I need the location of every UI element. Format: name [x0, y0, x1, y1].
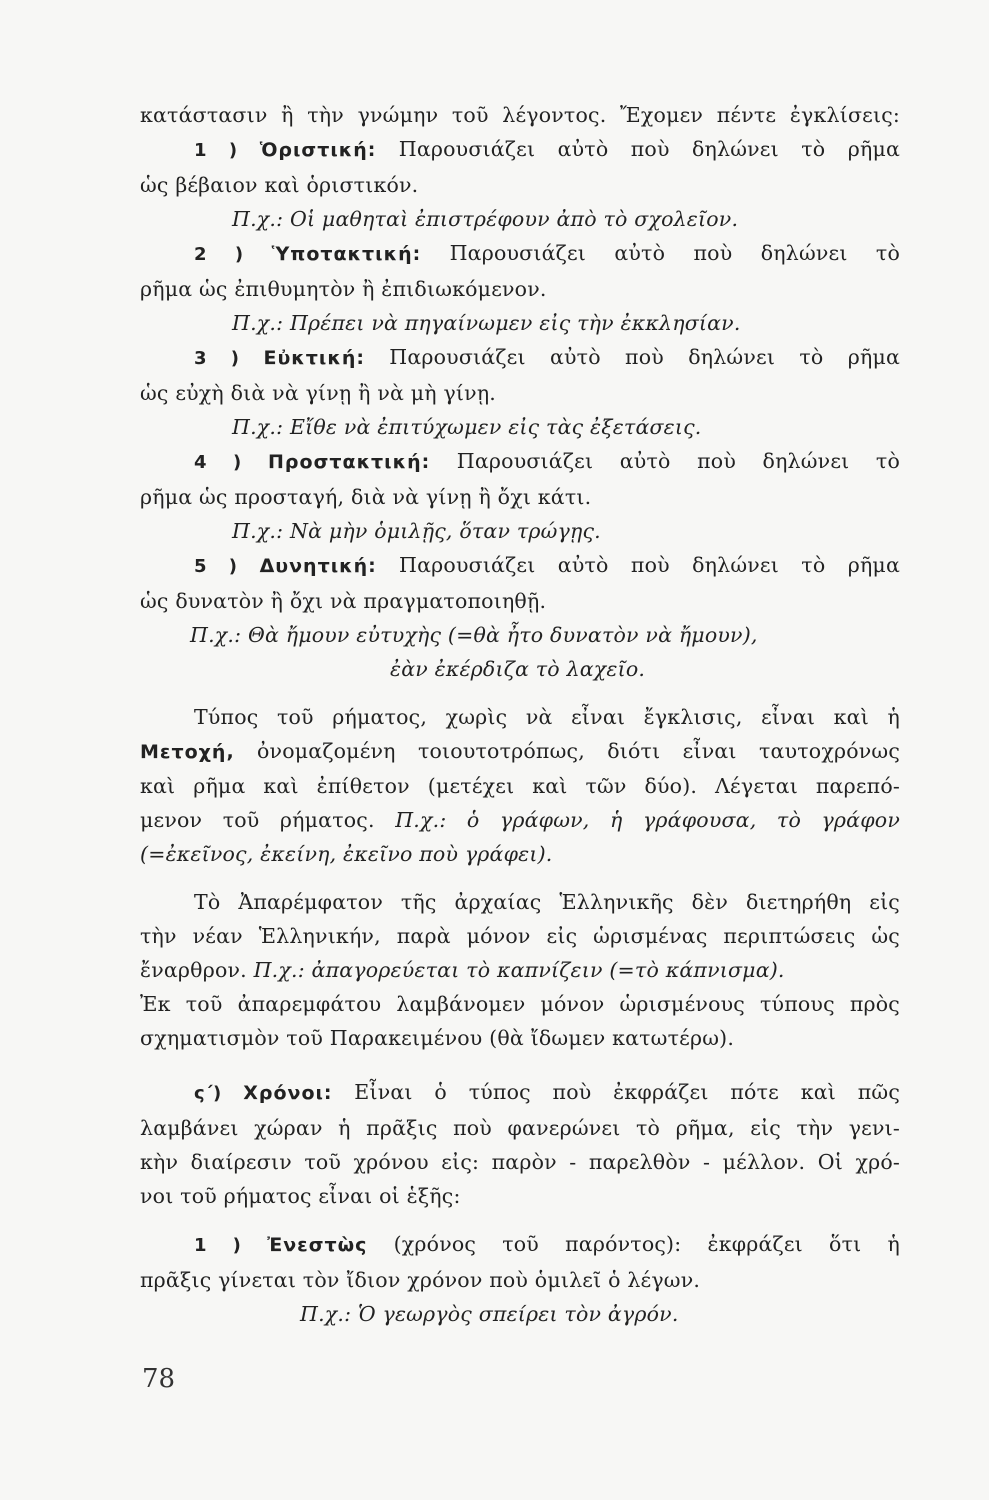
example-line: Π.χ.: Οἱ μαθηταὶ ἐπιστρέφουν ἀπὸ τὸ σχολεῖον.	[232, 207, 739, 231]
text-line	[140, 953, 900, 987]
text-line: κὴν διαίρεσιν τοῦ χρόνου εἰς: παρὸν - παρελθὸν - μέλλον. Οἱ χρό-	[140, 1150, 900, 1174]
mood-description: Παρουσιάζει αὐτὸ ποὺ δηλώνει τὸ ρῆμα	[398, 137, 900, 161]
text-line: κατάστασιν ἢ τὴν γνώμην τοῦ λέγοντος. Ἔχομεν πέντε ἐγκλίσεις:	[140, 103, 900, 127]
example-line: Π.χ.: Ὁ γεωργὸς σπείρει τὸν ἀγρόν.	[300, 1302, 679, 1326]
mood-description: Παρουσιάζει αὐτὸ ποὺ δηλώνει τὸ ρῆμα	[399, 553, 900, 577]
mood-name: Εὐκτική:	[263, 347, 365, 369]
text-fragment: μενον τοῦ ρήματος.	[140, 808, 375, 832]
section-description: Εἶναι ὁ τύπος ποὺ ἐκφράζει πότε καὶ πῶς	[354, 1080, 900, 1104]
text-line: καὶ ρῆμα καὶ ἐπίθετον (μετέχει καὶ τῶν δύο). Λέγεται παρεπό-	[140, 774, 900, 798]
term-participle: Μετοχή,	[140, 741, 235, 763]
text-line: πρᾶξις γίνεται τὸν ἴδιον χρόνον ποὺ ὁμιλεῖ ὁ λέγων.	[140, 1268, 701, 1292]
tense-present	[140, 1227, 900, 1263]
tense-name: Ἐνεστὼς	[267, 1234, 368, 1256]
spacer	[140, 686, 900, 700]
section-number: ς΄)	[194, 1083, 222, 1104]
example-line: Π.χ.: Πρέπει νὰ πηγαίνωμεν εἰς τὴν ἐκκλησίαν.	[232, 311, 741, 335]
item-number: 5 )	[194, 556, 238, 577]
example-inline: Π.χ.: ἀπαγορεύεται τὸ καπνίζειν (=τὸ κάπνισμα).	[253, 958, 785, 982]
mood-name: Ὑποτακτική:	[271, 243, 422, 265]
item-number: 1 )	[194, 1235, 242, 1256]
mood-indicative	[140, 132, 900, 168]
item-number: 3 )	[194, 348, 240, 369]
text-line: λαμβάνει χώραν ἡ πρᾶξις ποὺ φανερώνει τὸ ρῆμα, εἰς τὴν γενι-	[140, 1116, 900, 1140]
text-line: τὴν νέαν Ἑλληνικήν, παρὰ μόνον εἰς ὡρισμένας περιπτώσεις ὡς	[140, 924, 900, 948]
text-line: ὡς εὐχὴ διὰ νὰ γίνῃ ἢ νὰ μὴ γίνῃ.	[140, 381, 497, 405]
text-line: ρῆμα ὡς προσταγή, διὰ νὰ γίνῃ ἢ ὄχι κάτι.	[140, 485, 592, 509]
text-line: ὡς δυνατὸν ἢ ὄχι νὰ πραγματοποιηθῇ.	[140, 589, 547, 613]
text-fragment: ὀνομαζομένη τοιουτοτρόπως, διότι εἶναι ταυτοχρόνως	[257, 739, 900, 763]
text-line: Τύπος τοῦ ρήματος, χωρὶς νὰ εἶναι ἔγκλισις, εἶναι καὶ ἡ	[194, 705, 900, 729]
section-tenses	[140, 1075, 900, 1111]
text-fragment: ἔναρθρον.	[140, 958, 247, 982]
mood-subjunctive	[140, 236, 900, 272]
tense-description: (χρόνος τοῦ παρόντος): ἐκφράζει ὅτι ἡ	[393, 1232, 900, 1256]
text-line: Ἐκ τοῦ ἀπαρεμφάτου λαμβάνομεν μόνον ὡρισμένους τύπους πρὸς	[140, 992, 900, 1016]
mood-name: Ὁριστική:	[259, 139, 377, 161]
spacer	[140, 871, 900, 885]
text-line: Τὸ Ἀπαρέμφατον τῆς ἀρχαίας Ἑλληνικῆς δὲν διετηρήθη εἰς	[194, 890, 900, 914]
spacer	[140, 1055, 900, 1075]
item-number: 1 )	[194, 140, 238, 161]
mood-optative	[140, 340, 900, 376]
example-line-continued: ἐὰν ἐκέρδιζα τὸ λαχεῖο.	[390, 657, 646, 681]
item-number: 2 )	[194, 244, 244, 265]
text-line	[140, 803, 900, 837]
item-number: 4 )	[194, 452, 242, 473]
text-line: σχηματισμὸν τοῦ Παρακειμένου (θὰ ἴδωμεν κατωτέρω).	[140, 1026, 735, 1050]
example-line: Π.χ.: Εἴθε νὰ ἐπιτύχωμεν εἰς τὰς ἐξετάσεις.	[232, 415, 702, 439]
example-inline: Π.χ.: ὁ γράφων, ἡ γράφουσα, τὸ γράφον	[395, 808, 900, 832]
mood-imperative	[140, 444, 900, 480]
mood-potential	[140, 548, 900, 584]
text-line: ὡς βέβαιον καὶ ὁριστικόν.	[140, 173, 419, 197]
mood-name: Δυνητική:	[259, 555, 377, 577]
example-line: Π.χ.: Θὰ ἤμουν εὐτυχὴς (=θὰ ἦτο δυνατὸν νὰ ἤμουν),	[190, 623, 758, 647]
mood-description: Παρουσιάζει αὐτὸ ποὺ δηλώνει τὸ	[456, 449, 900, 473]
participle-line	[140, 734, 900, 769]
mood-name: Προστακτική:	[268, 451, 431, 473]
example-line: (=ἐκεῖνος, ἐκείνη, ἐκεῖνο ποὺ γράφει).	[140, 842, 553, 866]
spacer	[140, 1213, 900, 1227]
text-line: νοι τοῦ ρήματος εἶναι οἱ ἑξῆς:	[140, 1184, 461, 1208]
page-body	[140, 98, 900, 1331]
text-line: ρῆμα ὡς ἐπιθυμητὸν ἢ ἐπιδιωκόμενον.	[140, 277, 547, 301]
section-title: Χρόνοι:	[243, 1082, 333, 1104]
example-line: Π.χ.: Νὰ μὴν ὁμιλῇς, ὅταν τρώγῃς.	[232, 519, 601, 543]
mood-description: Παρουσιάζει αὐτὸ ποὺ δηλώνει τὸ	[449, 241, 900, 265]
page-number: 78	[142, 1364, 176, 1394]
mood-description: Παρουσιάζει αὐτὸ ποὺ δηλώνει τὸ ρῆμα	[389, 345, 900, 369]
